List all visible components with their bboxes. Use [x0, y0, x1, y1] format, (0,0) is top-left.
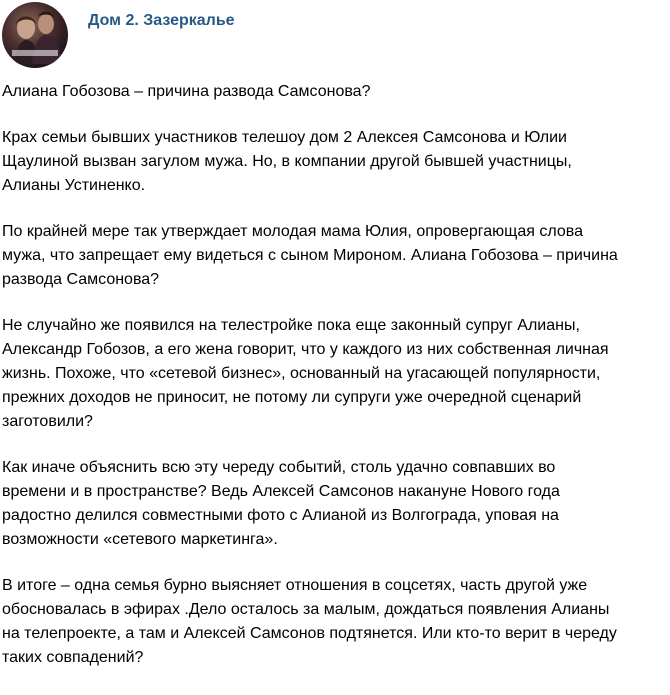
post-paragraph: Не случайно же появился на телестройке пока еще законный супруг Алианы, Александр Гобозов, а его жена говорит, что у каждого из них собственная личная жизнь. Похоже, что «сетевой бизнес», основанный на угасающей популярности, прежних доходов не приносит, не потому ли супруги уже очередной сценарий заготовили? — [2, 317, 609, 430]
post-paragraph: Крах семьи бывших участников телешоу дом 2 Алексея Самсонова и Юлии Щаулиной вызван загулом мужа. Но, в компании другой бывшей участницы, Алианы Устиненко. — [2, 129, 572, 194]
group-avatar-icon — [2, 2, 68, 68]
post-paragraph: Как иначе объяснить всю эту череду событий, столь удачно совпавших во времени и в пространстве? Ведь Алексей Самсонов накануне Нового года радостно делился совместными фото с Алианой из Волгограда, уповая на возможности «сетевого маркетинга». — [2, 459, 560, 548]
group-name-link[interactable]: Дом 2. Зазеркалье — [88, 12, 235, 29]
post-paragraph: По крайней мере так утверждает молодая мама Юлия, опровергающая слова мужа, что запрещает ему видеться с сыном Мироном. Алиана Гобозова – причина развода Самсонова? — [2, 223, 618, 288]
post-header — [0, 0, 670, 70]
group-avatar[interactable] — [2, 2, 68, 68]
post-paragraph: В итоге – одна семья бурно выясняет отношения в соцсетях, часть другой уже обосновалась в эфирах .Дело осталось за малым, дождаться появления Алианы на телепроекте, а там и Алексей Самсонов подтянется. Или кто-то верит в череду таких совпадений? — [2, 577, 617, 666]
post-title: Алиана Гобозова – причина развода Самсонова? — [2, 83, 371, 100]
post-body — [2, 80, 666, 692]
